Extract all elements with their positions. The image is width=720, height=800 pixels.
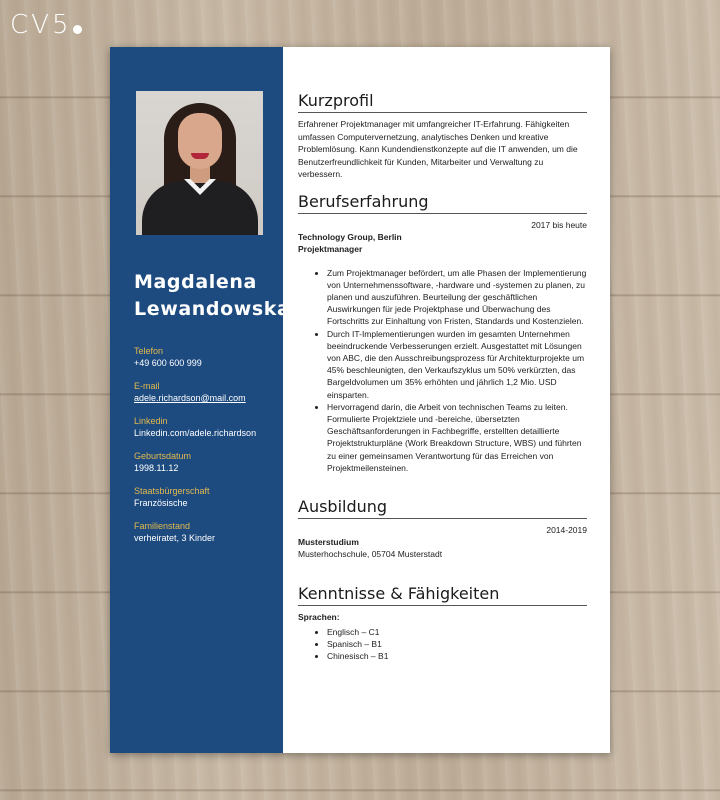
contact-citizenship [134, 485, 279, 509]
list-item: • Chinesisch – B1 [327, 650, 587, 662]
contact-phone [134, 345, 279, 369]
candidate-name [134, 269, 291, 323]
name-last: Lewandowska [134, 298, 291, 320]
cv5-logo [10, 10, 82, 40]
education-degree: Musterstudium [298, 536, 359, 547]
contact-label: E-mail [134, 381, 160, 391]
education-section [298, 497, 587, 560]
experience-section [298, 192, 587, 474]
list-item: • Zum Projektmanager befördert, um alle Phasen der Implementierung von Unternehmenssoftware, -hardware und -systemen zu planen, zu planen und auszuführen. Beurteilung der geschäftlichen Auswirkungen für jede Projektphase und Überwachung des Fortschritts zur Einhaltung von Fristen, Standards und Kostenzielen. [327, 267, 587, 328]
section-heading: Ausbildung [298, 497, 587, 519]
list-item: • Durch IT-Implementierungen wurden im gesamten Unternehmen beeindruckende Verbesserungen erzielt. Ausgestattet mit Lösungen von ABC, die den Ausschreibungsprozess für Architekturprojekte um 45% beschleunigten, den Verkaufszyklus um 50% verkürzten, das Bargeldvolumen um 35% erhöhten und jährlich 1,2 Mio. USD einsparten. [327, 328, 587, 401]
resume-page [110, 47, 610, 753]
experience-bullets [298, 267, 587, 474]
skills-section [298, 584, 587, 663]
summary-section [298, 91, 587, 181]
contact-label: Linkedin [134, 416, 168, 426]
list-item: • Hervorragend darin, die Arbeit von technischen Teams zu leiten. Formulierte Projektziele und -bereiche, übersetzten Geschäftsanforderungen in Fachbegriffe, erstellten detaillierte Projektstrukturpläne (Work Breakdown Structure, WBS) und führten zu einer gemeinsamen Verantwortung für das Erreichen von Projektmeilensteinen. [327, 401, 587, 474]
education-date: 2014-2019 [546, 524, 587, 535]
contact-value: Französische [134, 498, 188, 508]
contact-label: Geburtsdatum [134, 451, 192, 461]
experience-role: Projektmanager [298, 243, 363, 254]
summary-text: Erfahrener Projektmanager mit umfangreicher IT-Erfahrung. Fähigkeiten umfassen Computervernetzung, analytisches Denken und kreative Problemlösung. Kann Kundendienstkonzepte auf die IT anwenden, um die Benutzerfreundlichkeit für Kunden, Mitarbeiter und Verwaltung zu verbessern. [298, 119, 578, 179]
list-item: • Englisch – C1 [327, 626, 587, 638]
contact-value: +49 600 600 999 [134, 358, 202, 368]
name-first: Magdalena [134, 271, 257, 293]
sidebar [110, 47, 291, 753]
education-school: Musterhochschule, 05704 Musterstadt [298, 548, 443, 559]
email-link[interactable]: adele.richardson@mail.com [134, 393, 246, 403]
logo-dot-icon [73, 25, 82, 34]
contact-value: Linkedin.com/adele.richardson [134, 428, 257, 438]
contact-value: verheiratet, 3 Kinder [134, 533, 216, 543]
contact-email [134, 380, 279, 404]
list-item: • Spanisch – B1 [327, 638, 587, 650]
contact-list [134, 345, 279, 555]
contact-label: Staatsbürgerschaft [134, 486, 210, 496]
contact-label: Telefon [134, 346, 164, 356]
contact-birthdate [134, 450, 279, 474]
section-heading: Kurzprofil [298, 91, 587, 113]
experience-company: Technology Group, Berlin [298, 231, 402, 242]
main-content [298, 91, 587, 663]
contact-value: 1998.11.12 [134, 463, 179, 473]
contact-linkedin [134, 415, 279, 439]
logo-text: CV5 [10, 10, 72, 40]
section-heading: Berufserfahrung [298, 192, 587, 214]
section-heading: Kenntnisse & Fähigkeiten [298, 584, 587, 606]
contact-marital-status [134, 520, 279, 544]
languages-list [298, 626, 587, 663]
languages-label: Sprachen: [298, 611, 340, 622]
profile-photo [136, 91, 263, 235]
experience-date: 2017 bis heute [531, 219, 587, 230]
contact-label: Familienstand [134, 521, 191, 531]
